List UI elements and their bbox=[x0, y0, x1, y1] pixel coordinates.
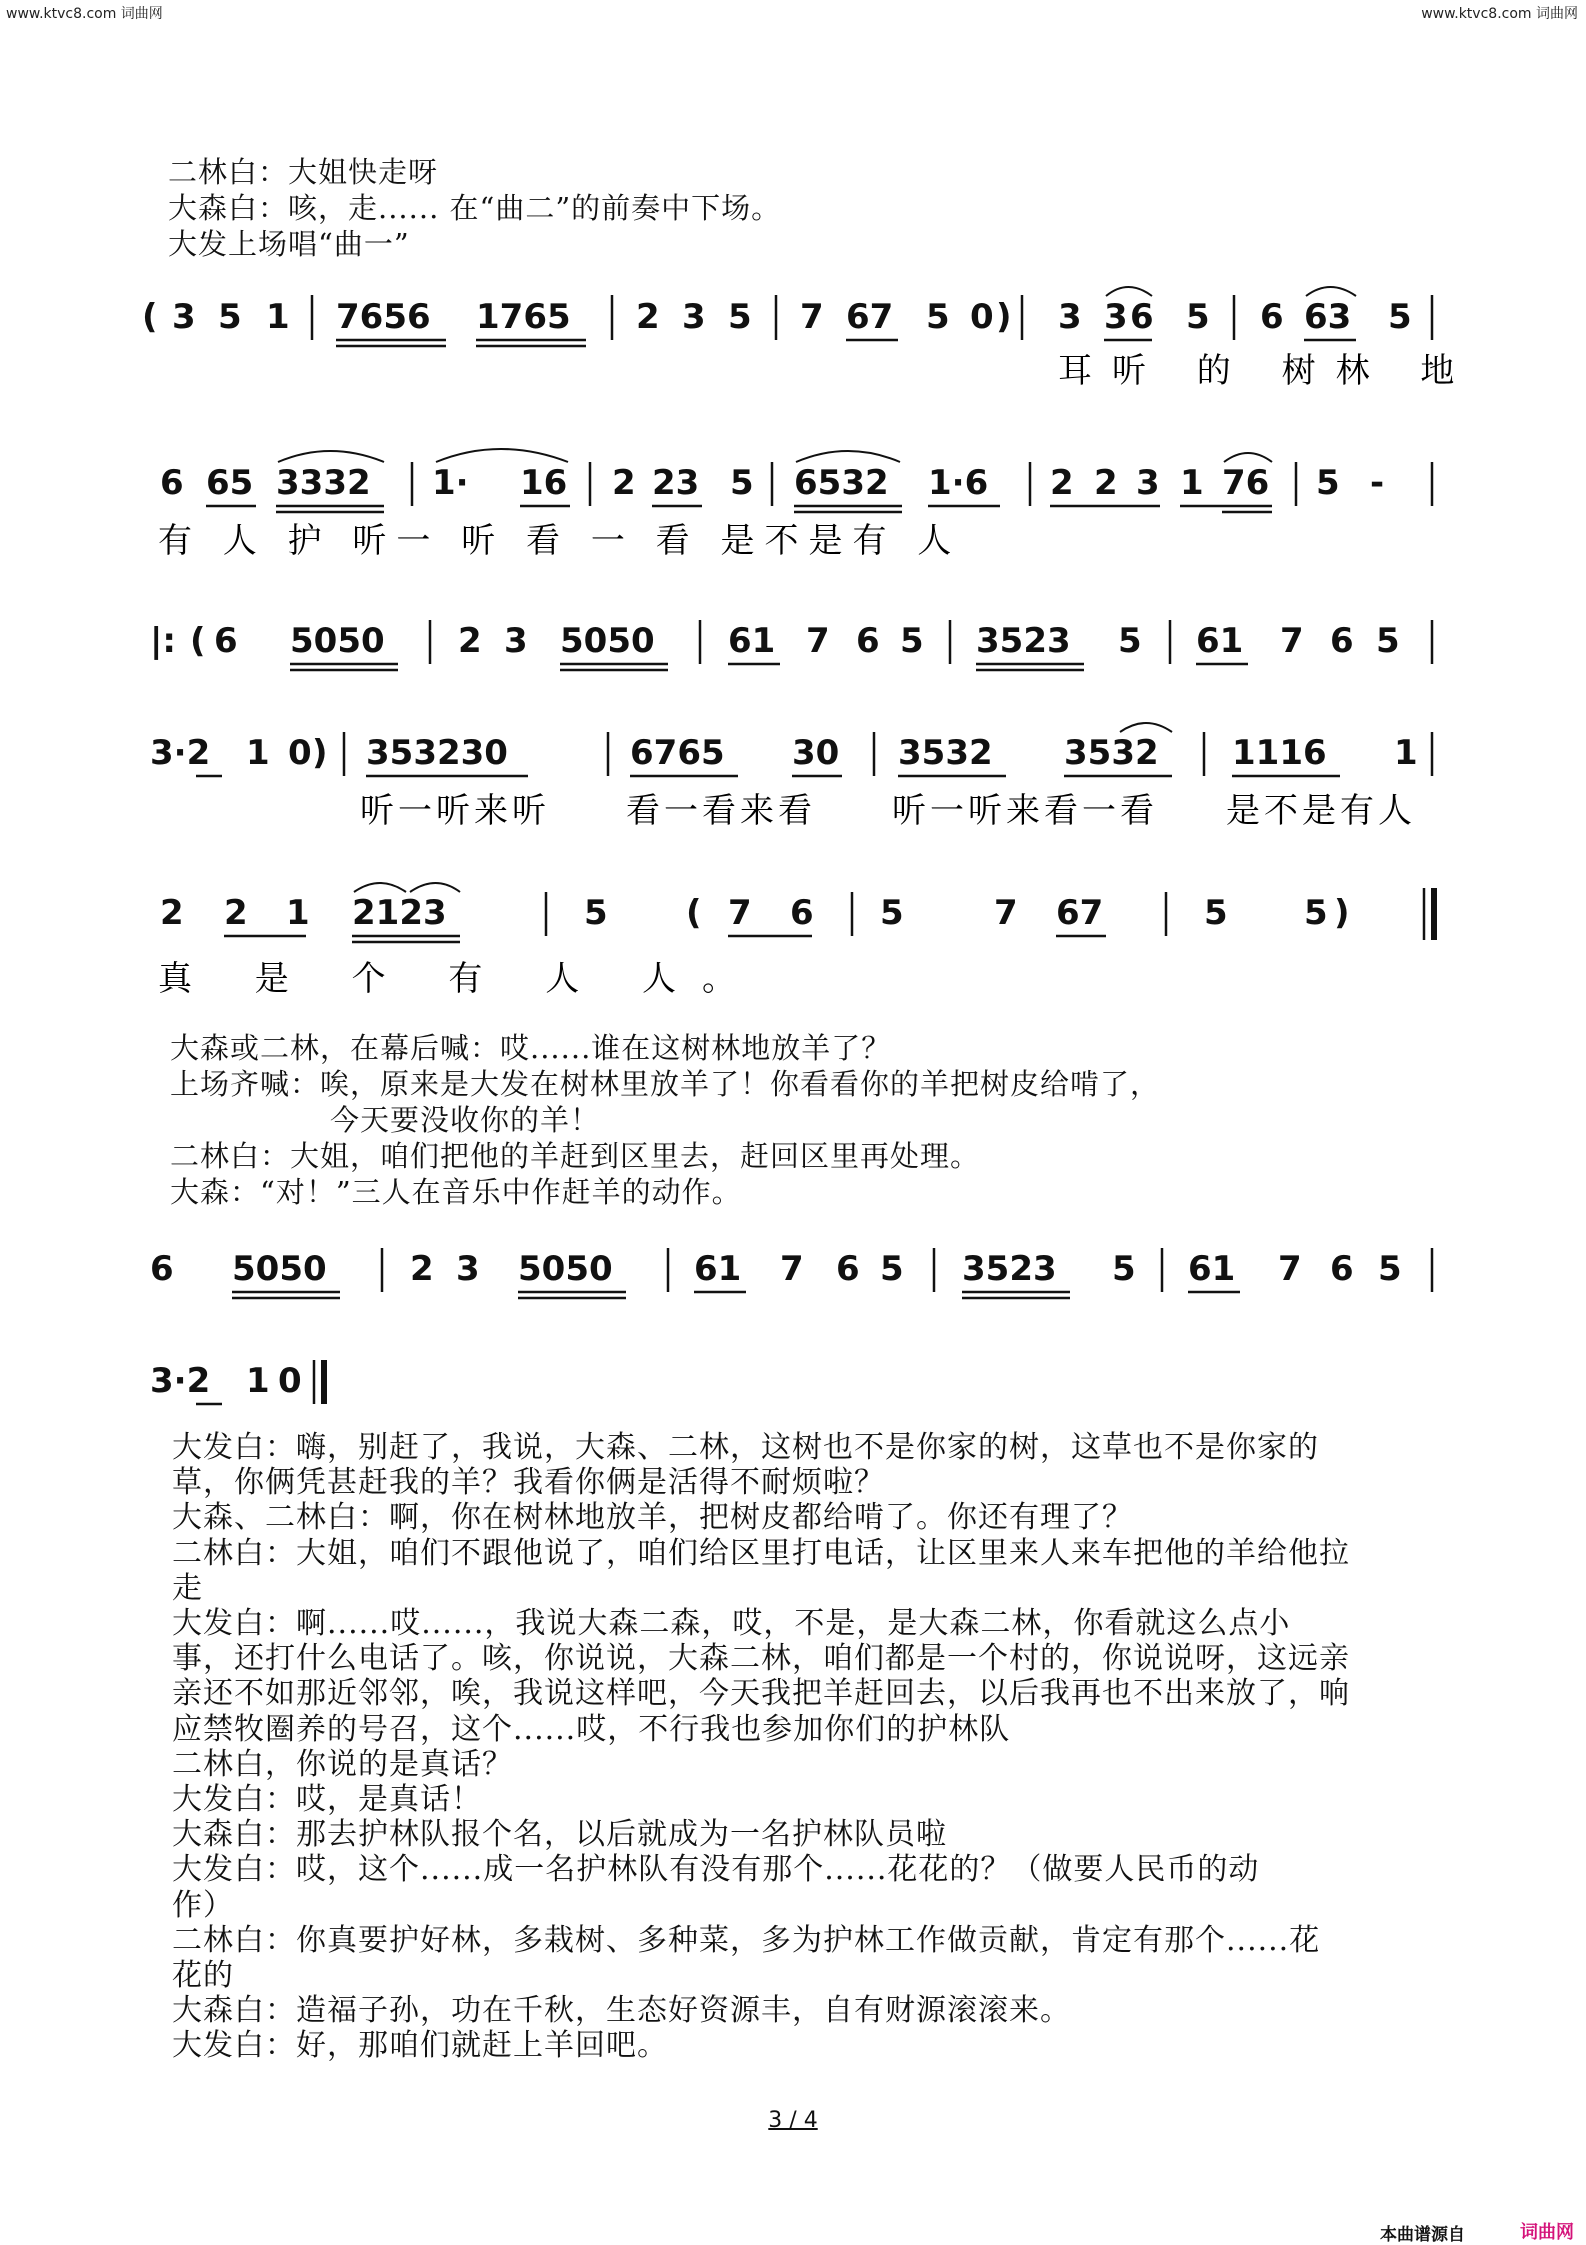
svg-text:5: 5 bbox=[584, 893, 608, 933]
lyric-row-1: 耳听 的 树林 地 bbox=[1058, 351, 1475, 391]
lyric-row-4b: 看一看来看 bbox=[626, 791, 816, 831]
svg-text:5050: 5050 bbox=[518, 1249, 613, 1289]
svg-text:2123: 2123 bbox=[352, 893, 447, 933]
svg-text:3·2: 3·2 bbox=[150, 733, 211, 773]
lyric-row-2: 有 人 护 听一 听 看 一 看 是不是有 人 bbox=[158, 521, 962, 561]
svg-text:5: 5 bbox=[880, 893, 904, 933]
lyric-row-5: 真 是 个 有 人 人。 bbox=[158, 959, 763, 999]
svg-text:67: 67 bbox=[1056, 893, 1104, 933]
dialogue-line: 应禁牧圈养的号召，这个......哎，不行我也参加你们的护林队 bbox=[172, 1711, 1011, 1747]
svg-text:61: 61 bbox=[694, 1249, 742, 1289]
svg-text:0: 0 bbox=[970, 297, 994, 337]
svg-text:(: ( bbox=[686, 893, 702, 933]
svg-text:7656: 7656 bbox=[336, 297, 431, 337]
svg-text:3: 3 bbox=[1104, 297, 1128, 337]
svg-text:5: 5 bbox=[1304, 893, 1328, 933]
header-left: www.ktvc8.com 词曲网 bbox=[6, 6, 163, 22]
svg-text:7: 7 bbox=[994, 893, 1018, 933]
svg-text:67: 67 bbox=[846, 297, 894, 337]
svg-text:16: 16 bbox=[520, 463, 568, 503]
svg-text:3: 3 bbox=[682, 297, 706, 337]
svg-text:65: 65 bbox=[206, 463, 254, 503]
svg-text:2: 2 bbox=[1094, 463, 1118, 503]
footer-source-label: 本曲谱源自 bbox=[1380, 2225, 1465, 2245]
svg-text:2: 2 bbox=[410, 1249, 434, 1289]
dialogue-line: 大森或二林，在幕后喊：哎......谁在这树林地放羊了？ bbox=[170, 1031, 892, 1065]
svg-text:2: 2 bbox=[1050, 463, 1074, 503]
dialogue-line: 大森、二林白：啊，你在树林地放羊，把树皮都给啃了。你还有理了？ bbox=[172, 1500, 1133, 1536]
dialogue-line: 大森白：造福子孙，功在千秋，生态好资源丰，自有财源滚滚来。 bbox=[172, 1993, 1071, 2029]
svg-text:3: 3 bbox=[1136, 463, 1160, 503]
svg-text:6: 6 bbox=[150, 1249, 174, 1289]
svg-text:5: 5 bbox=[1376, 621, 1400, 661]
svg-text:76: 76 bbox=[1222, 463, 1270, 503]
lyric-row-4a: 听一听来听 bbox=[360, 791, 550, 831]
svg-text:0: 0 bbox=[278, 1361, 302, 1401]
svg-text:5050: 5050 bbox=[560, 621, 655, 661]
svg-text:1·: 1· bbox=[432, 463, 469, 503]
svg-text:3: 3 bbox=[172, 297, 196, 337]
score-row-4 bbox=[150, 723, 1432, 776]
svg-text:6: 6 bbox=[1130, 297, 1154, 337]
dialogue-line: 大森白：那去护林队报个名，以后就成为一名护林队员啦 bbox=[172, 1817, 947, 1853]
svg-text:1: 1 bbox=[246, 733, 270, 773]
svg-text:5: 5 bbox=[1186, 297, 1210, 337]
dialogue-bottom bbox=[172, 1430, 1350, 2064]
dialogue-line: 大发白：哎，是真话！ bbox=[172, 1782, 482, 1818]
svg-text:1: 1 bbox=[266, 297, 290, 337]
svg-text:23: 23 bbox=[652, 463, 700, 503]
lyric-row-4d: 是不是有人 bbox=[1226, 791, 1416, 831]
svg-text:5: 5 bbox=[1388, 297, 1412, 337]
dialogue-line: 大森白：咳，走...... 在“曲二”的前奏中下场。 bbox=[168, 191, 782, 225]
dialogue-middle bbox=[170, 1030, 1160, 1210]
svg-text:): ) bbox=[996, 297, 1012, 337]
svg-text:6: 6 bbox=[790, 893, 814, 933]
svg-text:1765: 1765 bbox=[476, 297, 571, 337]
svg-text:): ) bbox=[1334, 893, 1350, 933]
dialogue-line: 草，你俩凭甚赶我的羊？我看你俩是活得不耐烦啦？ bbox=[172, 1465, 885, 1501]
svg-text:0: 0 bbox=[288, 733, 312, 773]
dialogue-line: 大发白：哎，这个......成一名护林队有没有那个......花花的？（做要人民币的动 bbox=[172, 1852, 1260, 1888]
svg-text:61: 61 bbox=[1188, 1249, 1236, 1289]
svg-text:1·6: 1·6 bbox=[928, 463, 989, 503]
svg-text:2: 2 bbox=[224, 893, 248, 933]
dialogue-line: 今天要没收你的羊！ bbox=[330, 1103, 601, 1137]
score-row-3 bbox=[150, 620, 1432, 670]
score-row-1 bbox=[142, 287, 1432, 346]
svg-text:5: 5 bbox=[1112, 1249, 1136, 1289]
dialogue-line: 大发白：好，那咱们就赶上羊回吧。 bbox=[172, 2028, 668, 2064]
svg-text:2: 2 bbox=[160, 893, 184, 933]
svg-text:7: 7 bbox=[1280, 621, 1304, 661]
svg-text:1: 1 bbox=[246, 1361, 270, 1401]
dialogue-line: 大发白：嗨，别赶了，我说，大森、二林，这树也不是你家的树，这草也不是你家的 bbox=[172, 1430, 1319, 1465]
svg-text:2: 2 bbox=[612, 463, 636, 503]
dialogue-line: 大发上场唱“曲一” bbox=[168, 227, 410, 261]
svg-text:5: 5 bbox=[926, 297, 950, 337]
svg-text:3·2: 3·2 bbox=[150, 1361, 211, 1401]
svg-text:6532: 6532 bbox=[794, 463, 889, 503]
svg-text:5: 5 bbox=[1316, 463, 1340, 503]
svg-text:3523: 3523 bbox=[976, 621, 1071, 661]
svg-text:5: 5 bbox=[218, 297, 242, 337]
svg-text:1: 1 bbox=[1394, 733, 1418, 773]
svg-text:6: 6 bbox=[1330, 1249, 1354, 1289]
dialogue-line: 走 bbox=[172, 1570, 203, 1606]
svg-text:7: 7 bbox=[728, 893, 752, 933]
dialogue-line: 大发白：啊......哎......，我说大森二森，哎，不是，是大森二林，你看就这么点小 bbox=[172, 1606, 1291, 1642]
lyric-row-4c: 听一听来看一看 bbox=[892, 791, 1158, 831]
svg-text:3: 3 bbox=[456, 1249, 480, 1289]
svg-text:61: 61 bbox=[1196, 621, 1244, 661]
score-row-6 bbox=[150, 1248, 1432, 1298]
footer-logo: 词曲网 bbox=[1520, 2222, 1574, 2243]
svg-text:-: - bbox=[1370, 463, 1385, 503]
dialogue-line: 二林白，你说的是真话？ bbox=[172, 1746, 513, 1782]
svg-text:5: 5 bbox=[1378, 1249, 1402, 1289]
svg-text:6: 6 bbox=[214, 621, 238, 661]
svg-text:5: 5 bbox=[1204, 893, 1228, 933]
svg-text:6: 6 bbox=[836, 1249, 860, 1289]
svg-text:5: 5 bbox=[730, 463, 754, 503]
svg-text:6: 6 bbox=[856, 621, 880, 661]
dialogue-line: 花的 bbox=[172, 1958, 234, 1994]
svg-text:61: 61 bbox=[728, 621, 776, 661]
svg-text:3523: 3523 bbox=[962, 1249, 1057, 1289]
svg-text:2: 2 bbox=[636, 297, 660, 337]
svg-text:6: 6 bbox=[160, 463, 184, 503]
svg-text:5: 5 bbox=[1118, 621, 1142, 661]
svg-text:7: 7 bbox=[800, 297, 824, 337]
dialogue-line: 二林白：大姐，咱们不跟他说了，咱们给区里打电话，让区里来人来车把他的羊给他拉 bbox=[172, 1535, 1350, 1571]
svg-text:7: 7 bbox=[806, 621, 830, 661]
dialogue-line: 作） bbox=[172, 1887, 234, 1923]
svg-text:6765: 6765 bbox=[630, 733, 725, 773]
svg-text:1116: 1116 bbox=[1232, 733, 1327, 773]
svg-text:(: ( bbox=[142, 297, 158, 337]
svg-text:3332: 3332 bbox=[276, 463, 371, 503]
svg-text:7: 7 bbox=[780, 1249, 804, 1289]
svg-text:3: 3 bbox=[504, 621, 528, 661]
dialogue-line: 事，还打什么电话了。咳，你说说，大森二林，咱们都是一个村的，你说说呀，这远亲 bbox=[172, 1641, 1350, 1677]
svg-text:(: ( bbox=[190, 621, 206, 661]
score-row-5 bbox=[160, 883, 1434, 942]
svg-text:6: 6 bbox=[1330, 621, 1354, 661]
svg-text:|:: |: bbox=[150, 621, 177, 661]
svg-text:5: 5 bbox=[900, 621, 924, 661]
page-number bbox=[0, 2108, 1586, 2133]
svg-text:63: 63 bbox=[1304, 297, 1352, 337]
dialogue-line: 大森：“对！”三人在音乐中作赶羊的动作。 bbox=[170, 1175, 742, 1209]
svg-text:5050: 5050 bbox=[290, 621, 385, 661]
dialogue-line: 二林白：你真要护好林，多栽树、多种菜，多为护林工作做贡献，肯定有那个......花 bbox=[172, 1922, 1321, 1958]
svg-text:5: 5 bbox=[880, 1249, 904, 1289]
svg-text:): ) bbox=[312, 733, 328, 773]
score-row-7 bbox=[150, 1360, 324, 1404]
svg-text:3: 3 bbox=[1058, 297, 1082, 337]
svg-text:1: 1 bbox=[1180, 463, 1204, 503]
dialogue-line: 二林白：大姐，咱们把他的羊赶到区里去，赶回区里再处理。 bbox=[170, 1139, 981, 1173]
dialogue-line: 上场齐喊：唉，原来是大发在树林里放羊了！你看看你的羊把树皮给啃了， bbox=[170, 1067, 1161, 1101]
svg-text:6: 6 bbox=[1260, 297, 1284, 337]
svg-text:2: 2 bbox=[458, 621, 482, 661]
svg-text:3532: 3532 bbox=[1064, 733, 1159, 773]
page-number-text: 3 / 4 bbox=[768, 2108, 818, 2133]
svg-text:30: 30 bbox=[792, 733, 840, 773]
svg-text:7: 7 bbox=[1278, 1249, 1302, 1289]
svg-text:1: 1 bbox=[286, 893, 310, 933]
svg-text:5: 5 bbox=[728, 297, 752, 337]
score-row-2 bbox=[160, 449, 1432, 512]
dialogue-line: 亲还不如那近邻邻，唉，我说这样吧，今天我把羊赶回去，以后我再也不出来放了，响 bbox=[172, 1676, 1350, 1712]
svg-text:3532: 3532 bbox=[898, 733, 993, 773]
header-right: www.ktvc8.com 词曲网 bbox=[1421, 6, 1578, 22]
dialogue-line: 二林白：大姐快走呀 bbox=[168, 155, 439, 189]
svg-text:5050: 5050 bbox=[232, 1249, 327, 1289]
svg-text:353230: 353230 bbox=[366, 733, 508, 773]
